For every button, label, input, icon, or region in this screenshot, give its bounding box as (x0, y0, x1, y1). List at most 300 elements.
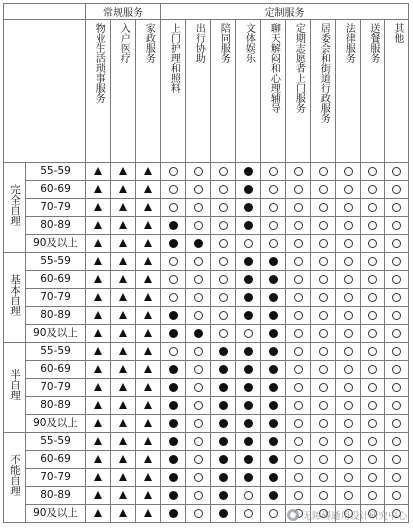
age-range-cell: 90及以上 (26, 235, 86, 253)
column-header-label: 上门护理和照料 (168, 23, 180, 93)
mark-cell (111, 343, 136, 361)
hollow-circle-icon (294, 257, 303, 266)
filled-circle-icon (244, 221, 253, 230)
mark-cell (385, 199, 409, 217)
filled-circle-icon (244, 203, 253, 212)
mark-cell (311, 469, 336, 487)
filled-triangle-icon (94, 257, 102, 265)
filled-triangle-icon (144, 473, 152, 481)
mark-cell (86, 289, 111, 307)
mark-cell (211, 199, 236, 217)
mark-cell (236, 163, 261, 181)
filled-circle-icon (194, 329, 203, 338)
hollow-circle-icon (194, 509, 203, 518)
filled-triangle-icon (94, 491, 102, 499)
hollow-circle-icon (219, 311, 228, 320)
hollow-circle-icon (319, 239, 328, 248)
filled-triangle-icon (119, 491, 127, 499)
mark-cell (111, 163, 136, 181)
column-header (211, 20, 236, 163)
mark-cell (211, 469, 236, 487)
hollow-circle-icon (368, 311, 377, 320)
mark-cell (286, 181, 311, 199)
hollow-circle-icon (392, 167, 401, 176)
table-row (4, 325, 409, 343)
hollow-circle-icon (269, 221, 278, 230)
watermark (287, 508, 407, 522)
mark-cell (211, 163, 236, 181)
mark-cell (286, 325, 311, 343)
filled-triangle-icon (119, 455, 127, 463)
column-header (86, 20, 111, 163)
mark-cell (336, 343, 361, 361)
mark-cell (111, 451, 136, 469)
mark-cell (385, 487, 409, 505)
mark-cell (361, 469, 385, 487)
hollow-circle-icon (368, 185, 377, 194)
filled-triangle-icon (119, 401, 127, 409)
hollow-circle-icon (219, 239, 228, 248)
filled-circle-icon (269, 257, 278, 266)
mark-cell (311, 217, 336, 235)
hollow-circle-icon (319, 491, 328, 500)
table-body (4, 163, 409, 523)
hollow-circle-icon (194, 365, 203, 374)
status-label-cell (4, 253, 26, 343)
hollow-circle-icon (294, 491, 303, 500)
table-row (4, 235, 409, 253)
filled-triangle-icon (119, 203, 127, 211)
mark-cell (161, 451, 186, 469)
mark-cell (211, 253, 236, 271)
hollow-circle-icon (194, 383, 203, 392)
group-custom: 定制服务 (161, 4, 409, 20)
corner-cell-lower (4, 20, 86, 163)
mark-cell (286, 271, 311, 289)
filled-triangle-icon (144, 257, 152, 265)
mark-cell (361, 415, 385, 433)
hollow-circle-icon (269, 239, 278, 248)
hollow-circle-icon (319, 311, 328, 320)
mark-cell (161, 397, 186, 415)
mark-cell (385, 325, 409, 343)
filled-circle-icon (269, 311, 278, 320)
mark-cell (211, 397, 236, 415)
filled-circle-icon (219, 401, 228, 410)
mark-cell (385, 469, 409, 487)
mark-cell (385, 271, 409, 289)
hollow-circle-icon (392, 347, 401, 356)
table-row (4, 469, 409, 487)
filled-triangle-icon (119, 311, 127, 319)
mark-cell (211, 289, 236, 307)
mark-cell (161, 217, 186, 235)
filled-circle-icon (269, 473, 278, 482)
hollow-circle-icon (194, 437, 203, 446)
filled-triangle-icon (119, 437, 127, 445)
hollow-circle-icon (392, 221, 401, 230)
filled-circle-icon (244, 257, 253, 266)
filled-circle-icon (244, 365, 253, 374)
mark-cell (286, 217, 311, 235)
filled-circle-icon (269, 419, 278, 428)
mark-cell (111, 217, 136, 235)
filled-circle-icon (219, 455, 228, 464)
mark-cell (211, 235, 236, 253)
hollow-circle-icon (344, 365, 353, 374)
status-label-cell (4, 163, 26, 253)
mark-cell (86, 253, 111, 271)
hollow-circle-icon (294, 239, 303, 248)
hollow-circle-icon (319, 437, 328, 446)
hollow-circle-icon (344, 419, 353, 428)
mark-cell (111, 469, 136, 487)
mark-cell (211, 325, 236, 343)
hollow-circle-icon (344, 311, 353, 320)
mark-cell (161, 181, 186, 199)
filled-triangle-icon (119, 509, 127, 517)
hollow-circle-icon (169, 275, 178, 284)
filled-triangle-icon (144, 437, 152, 445)
filled-circle-icon (244, 401, 253, 410)
age-range-cell: 80-89 (26, 397, 86, 415)
hollow-circle-icon (319, 419, 328, 428)
column-header-label: 文体娱乐 (243, 23, 255, 63)
mark-cell (336, 487, 361, 505)
column-header (261, 20, 286, 163)
mark-cell (86, 487, 111, 505)
hollow-circle-icon (294, 329, 303, 338)
mark-cell (161, 379, 186, 397)
hollow-circle-icon (368, 401, 377, 410)
mark-cell (361, 217, 385, 235)
hollow-circle-icon (344, 275, 353, 284)
mark-cell (361, 163, 385, 181)
age-range-cell: 70-79 (26, 289, 86, 307)
mark-cell (111, 307, 136, 325)
column-header (311, 20, 336, 163)
mark-cell (286, 397, 311, 415)
hollow-circle-icon (269, 509, 278, 518)
hollow-circle-icon (194, 347, 203, 356)
mark-cell (86, 361, 111, 379)
mark-cell (236, 181, 261, 199)
mark-cell (261, 361, 286, 379)
age-range-cell: 55-59 (26, 163, 86, 181)
mark-cell (261, 235, 286, 253)
filled-triangle-icon (144, 365, 152, 373)
hollow-circle-icon (294, 347, 303, 356)
mark-cell (236, 397, 261, 415)
mark-cell (311, 289, 336, 307)
hollow-circle-icon (319, 203, 328, 212)
table-row (4, 181, 409, 199)
mark-cell (361, 289, 385, 307)
column-header-label: 其他 (391, 23, 403, 43)
filled-triangle-icon (94, 203, 102, 211)
filled-circle-icon (269, 329, 278, 338)
mark-cell (361, 325, 385, 343)
mark-cell (336, 361, 361, 379)
filled-circle-icon (269, 275, 278, 284)
mark-cell (136, 415, 161, 433)
hollow-circle-icon (194, 275, 203, 284)
mark-cell (186, 379, 211, 397)
hollow-circle-icon (392, 185, 401, 194)
mark-cell (186, 415, 211, 433)
mark-cell (161, 361, 186, 379)
hollow-circle-icon (319, 401, 328, 410)
age-range-cell: 80-89 (26, 217, 86, 235)
mark-cell (136, 361, 161, 379)
mark-cell (261, 307, 286, 325)
mark-cell (161, 505, 186, 523)
hollow-circle-icon (194, 311, 203, 320)
hollow-circle-icon (269, 203, 278, 212)
hollow-circle-icon (319, 383, 328, 392)
mark-cell (361, 397, 385, 415)
column-header (236, 20, 261, 163)
mark-cell (86, 199, 111, 217)
age-range-cell: 60-69 (26, 181, 86, 199)
hollow-circle-icon (344, 401, 353, 410)
status-label: 基本自理 (9, 273, 21, 316)
filled-triangle-icon (119, 293, 127, 301)
mark-cell (161, 307, 186, 325)
age-range-cell: 60-69 (26, 271, 86, 289)
filled-circle-icon (244, 185, 253, 194)
hollow-circle-icon (344, 455, 353, 464)
mark-cell (361, 253, 385, 271)
mark-cell (385, 217, 409, 235)
mark-cell (236, 325, 261, 343)
mark-cell (161, 289, 186, 307)
filled-triangle-icon (144, 401, 152, 409)
mark-cell (236, 343, 261, 361)
hollow-circle-icon (294, 437, 303, 446)
filled-triangle-icon (144, 239, 152, 247)
table-row (4, 217, 409, 235)
hollow-circle-icon (294, 365, 303, 374)
mark-cell (385, 307, 409, 325)
mark-cell (136, 433, 161, 451)
mark-cell (236, 487, 261, 505)
table-row (4, 199, 409, 217)
mark-cell (361, 199, 385, 217)
filled-triangle-icon (119, 473, 127, 481)
hollow-circle-icon (344, 221, 353, 230)
filled-triangle-icon (94, 221, 102, 229)
mark-cell (186, 343, 211, 361)
hollow-circle-icon (392, 401, 401, 410)
hollow-circle-icon (392, 257, 401, 266)
mark-cell (161, 433, 186, 451)
filled-triangle-icon (144, 509, 152, 517)
column-header-label: 聊天解闷和心理辅导 (268, 23, 280, 113)
mark-cell (211, 217, 236, 235)
filled-circle-icon (269, 437, 278, 446)
filled-triangle-icon (94, 437, 102, 445)
filled-triangle-icon (94, 167, 102, 175)
hollow-circle-icon (319, 329, 328, 338)
mark-cell (236, 451, 261, 469)
table-row (4, 487, 409, 505)
mark-cell (136, 217, 161, 235)
hollow-circle-icon (194, 203, 203, 212)
hollow-circle-icon (368, 383, 377, 392)
mark-cell (86, 271, 111, 289)
filled-triangle-icon (119, 329, 127, 337)
filled-circle-icon (269, 365, 278, 374)
mark-cell (236, 379, 261, 397)
group-regular: 常规服务 (86, 4, 161, 20)
hollow-circle-icon (194, 167, 203, 176)
table-row (4, 253, 409, 271)
mark-cell (86, 451, 111, 469)
filled-triangle-icon (144, 293, 152, 301)
mark-cell (161, 343, 186, 361)
hollow-circle-icon (219, 203, 228, 212)
mark-cell (385, 181, 409, 199)
mark-cell (111, 415, 136, 433)
hollow-circle-icon (269, 185, 278, 194)
column-header-label: 定期志愿者上门服务 (293, 23, 305, 113)
filled-circle-icon (219, 419, 228, 428)
filled-circle-icon (169, 239, 178, 248)
mark-cell (136, 469, 161, 487)
filled-circle-icon (169, 509, 178, 518)
mark-cell (136, 343, 161, 361)
hollow-circle-icon (392, 329, 401, 338)
mark-cell (161, 271, 186, 289)
filled-triangle-icon (119, 221, 127, 229)
filled-circle-icon (169, 365, 178, 374)
column-header (111, 20, 136, 163)
hollow-circle-icon (368, 167, 377, 176)
status-label: 不能自理 (9, 453, 21, 496)
mark-cell (385, 343, 409, 361)
column-header (161, 20, 186, 163)
mark-cell (286, 343, 311, 361)
mark-cell (86, 505, 111, 523)
hollow-circle-icon (169, 203, 178, 212)
mark-cell (336, 289, 361, 307)
mark-cell (336, 379, 361, 397)
hollow-circle-icon (319, 275, 328, 284)
column-header-label: 物业生活琐事服务 (93, 23, 105, 103)
age-range-cell: 90及以上 (26, 325, 86, 343)
mark-cell (336, 199, 361, 217)
column-header-label: 出行协助 (193, 23, 205, 63)
mark-cell (361, 343, 385, 361)
mark-cell (186, 361, 211, 379)
filled-triangle-icon (94, 401, 102, 409)
mark-cell (336, 433, 361, 451)
mark-cell (311, 271, 336, 289)
age-range-cell: 90及以上 (26, 505, 86, 523)
hollow-circle-icon (294, 167, 303, 176)
mark-cell (186, 199, 211, 217)
mark-cell (385, 415, 409, 433)
hollow-circle-icon (368, 203, 377, 212)
hollow-circle-icon (368, 347, 377, 356)
mark-cell (336, 397, 361, 415)
filled-triangle-icon (94, 383, 102, 391)
mark-cell (261, 253, 286, 271)
filled-circle-icon (169, 383, 178, 392)
hollow-circle-icon (368, 257, 377, 266)
filled-circle-icon (194, 239, 203, 248)
mark-cell (111, 505, 136, 523)
filled-circle-icon (169, 473, 178, 482)
hollow-circle-icon (344, 167, 353, 176)
mark-cell (211, 361, 236, 379)
mark-cell (111, 487, 136, 505)
mark-cell (136, 253, 161, 271)
mark-cell (86, 217, 111, 235)
column-header (385, 20, 409, 163)
filled-circle-icon (219, 347, 228, 356)
filled-triangle-icon (94, 275, 102, 283)
hollow-circle-icon (392, 311, 401, 320)
mark-cell (236, 505, 261, 523)
corner-cell (4, 4, 86, 20)
filled-triangle-icon (144, 329, 152, 337)
mark-cell (186, 271, 211, 289)
mark-cell (311, 199, 336, 217)
filled-triangle-icon (94, 509, 102, 517)
hollow-circle-icon (368, 329, 377, 338)
mark-cell (186, 217, 211, 235)
hollow-circle-icon (244, 239, 253, 248)
mark-cell (385, 235, 409, 253)
hollow-circle-icon (392, 455, 401, 464)
mark-cell (336, 325, 361, 343)
hollow-circle-icon (319, 455, 328, 464)
hollow-circle-icon (392, 275, 401, 284)
mark-cell (385, 433, 409, 451)
mark-cell (186, 469, 211, 487)
mark-cell (186, 235, 211, 253)
hollow-circle-icon (294, 221, 303, 230)
column-header (336, 20, 361, 163)
column-header-label: 居委会和街道行政服务 (318, 23, 330, 123)
mark-cell (111, 433, 136, 451)
table-row (4, 415, 409, 433)
filled-circle-icon (169, 401, 178, 410)
filled-triangle-icon (119, 383, 127, 391)
hollow-circle-icon (194, 491, 203, 500)
filled-circle-icon (244, 473, 253, 482)
hollow-circle-icon (319, 167, 328, 176)
mark-cell (261, 397, 286, 415)
mark-cell (186, 505, 211, 523)
filled-triangle-icon (119, 167, 127, 175)
age-range-cell: 55-59 (26, 343, 86, 361)
hollow-circle-icon (169, 257, 178, 266)
table-row (4, 451, 409, 469)
age-range-cell: 70-79 (26, 199, 86, 217)
hollow-circle-icon (392, 365, 401, 374)
hollow-circle-icon (368, 473, 377, 482)
mark-cell (261, 271, 286, 289)
mark-cell (86, 469, 111, 487)
filled-triangle-icon (94, 365, 102, 373)
age-range-cell: 70-79 (26, 469, 86, 487)
table-row (4, 163, 409, 181)
filled-circle-icon (244, 437, 253, 446)
hollow-circle-icon (294, 293, 303, 302)
